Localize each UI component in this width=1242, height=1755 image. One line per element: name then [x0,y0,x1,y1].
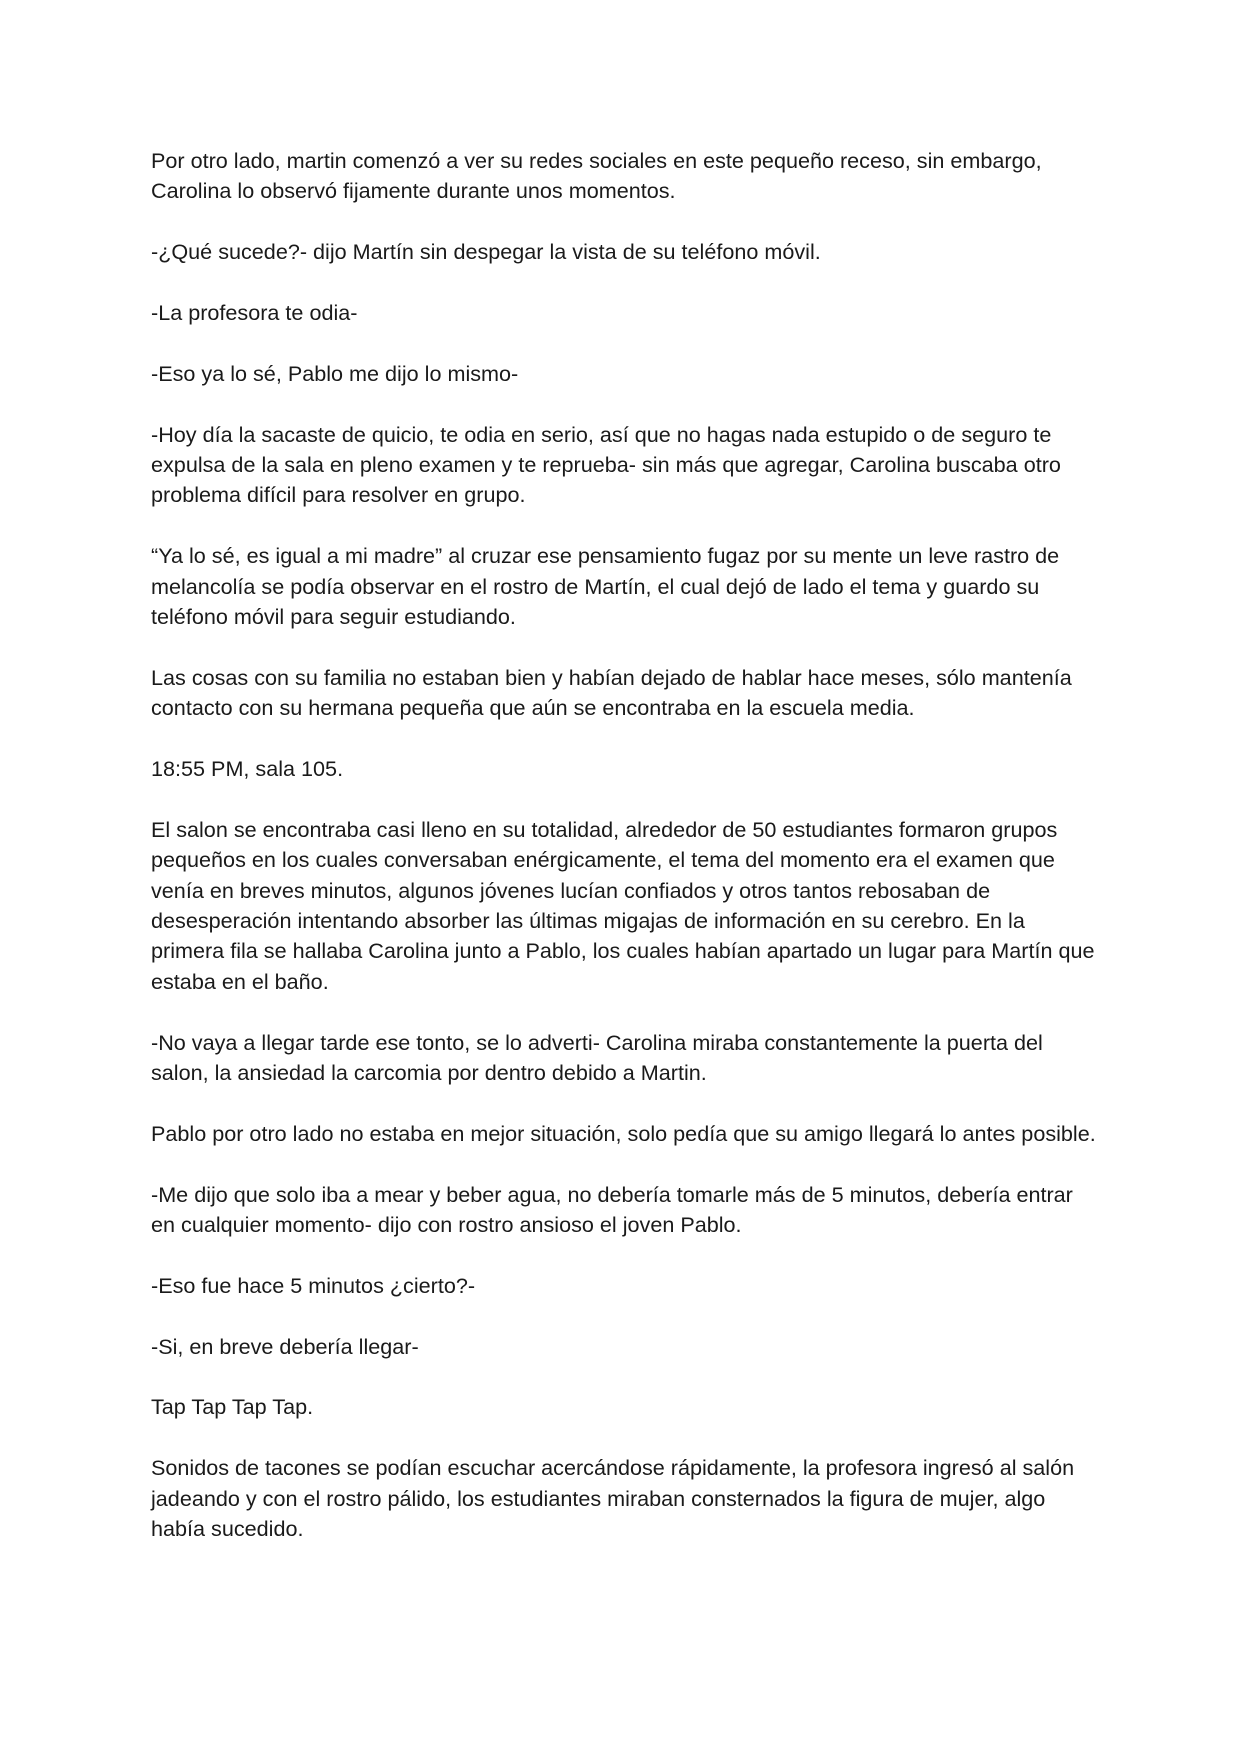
paragraph: -No vaya a llegar tarde ese tonto, se lo adverti- Carolina miraba constantemente la puerta del salon, la ansiedad la carcomia por dentro debido a Martin. [151,1029,1043,1086]
paragraph: -Si, en breve debería llegar- [151,1333,419,1359]
paragraph: Tap Tap Tap Tap. [151,1394,314,1420]
paragraph: -Hoy día la sacaste de quicio, te odia en serio, así que no hagas nada estupido o de seguro te expulsa de la sala en pleno examen y te reprueba- sin más que agregar, Carolina buscaba otro problema difícil para resolver en grupo. [151,421,1061,508]
paragraph: -¿Qué sucede?- dijo Martín sin despegar la vista de su teléfono móvil. [151,239,821,265]
paragraph: “Ya lo sé, es igual a mi madre” al cruzar ese pensamiento fugaz por su mente un leve rastro de melancolía se podía observar en el rostro de Martín, el cual dejó de lado el tema y guardo su teléfono móvil para seguir estudiando. [151,543,1060,630]
paragraph: Por otro lado, martin comenzó a ver su redes sociales en este pequeño receso, sin embargo, Carolina lo observó fijamente durante unos momentos. [151,148,1042,204]
scene-heading: 18:55 PM, sala 105. [151,756,344,782]
paragraph: -Me dijo que solo iba a mear y beber agua, no debería tomarle más de 5 minutos, debería entrar en cualquier momento- dijo con rostro ansioso el joven Pablo. [151,1181,1073,1238]
paragraph: Pablo por otro lado no estaba en mejor situación, solo pedía que su amigo llegará lo antes posible. [151,1120,1096,1146]
paragraph: El salon se encontraba casi lleno en su totalidad, alrededor de 50 estudiantes formaron grupos pequeños en los cuales conversaban enérgicamente, el tema del momento era el examen que venía en breves minutos, algunos jóvenes lucían confiados y otros tantos rebosaban de desesperación intentando absorber las últimas migajas de información en su cerebro. En la primera fila se hallaba Carolina junto a Pablo, los cuales habían apartado un lugar para Martín que estaba en el baño. [151,816,1095,994]
story-text [151,146,1096,1575]
paragraph: Las cosas con su familia no estaban bien y habían dejado de hablar hace meses, sólo mantenía contacto con su hermana pequeña que aún se encontraba en la escuela media. [151,664,1072,721]
paragraph: Sonidos de tacones se podían escuchar acercándose rápidamente, la profesora ingresó al salón jadeando y con el rostro pálido, los estudiantes miraban consternados la figura de mujer, algo había sucedido. [151,1455,1075,1542]
paragraph: -La profesora te odia- [151,300,358,325]
paragraph: -Eso fue hace 5 minutos ¿cierto?- [151,1272,476,1298]
paragraph: -Eso ya lo sé, Pablo me dijo lo mismo- [151,360,519,386]
